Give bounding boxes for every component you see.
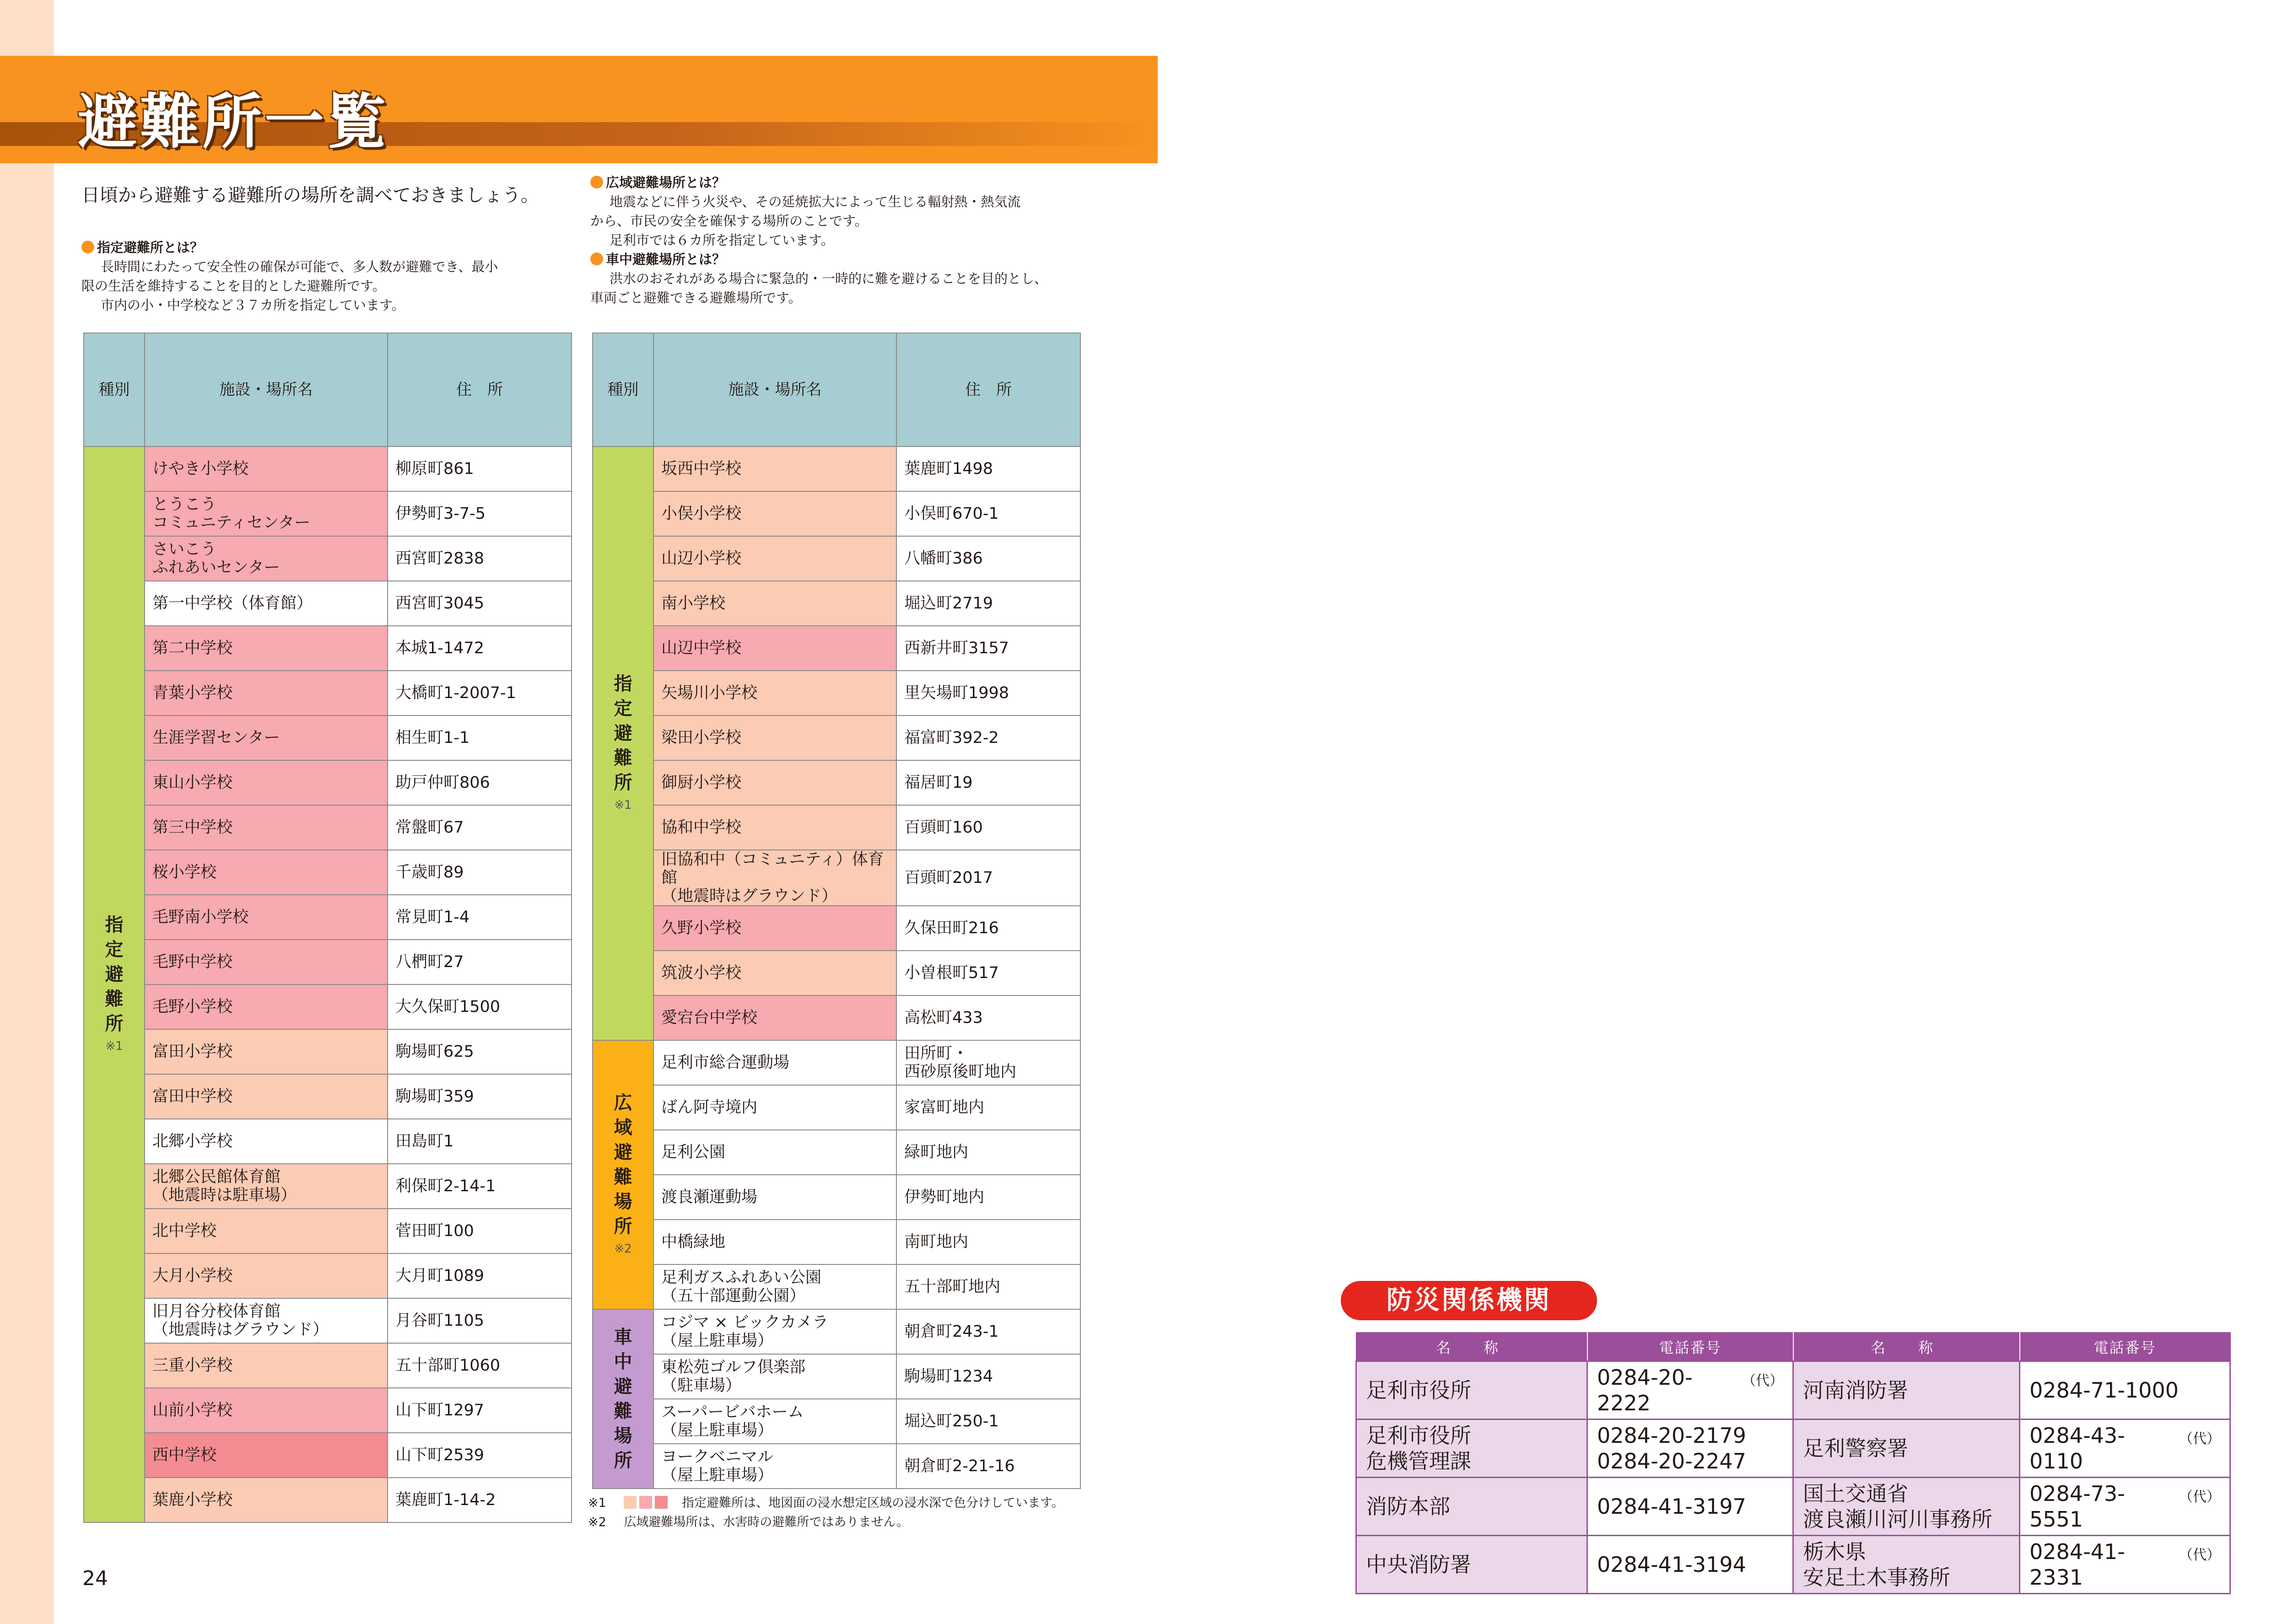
facility-address: 大月町1089 bbox=[388, 1253, 572, 1298]
lead-text: 日頃から避難する避難所の場所を調べておきましょう。 bbox=[81, 185, 539, 206]
right-shelter-table bbox=[592, 333, 1081, 1489]
facility-address: 八椚町27 bbox=[388, 940, 572, 984]
facility-address: 福居町19 bbox=[896, 760, 1080, 805]
agency-tel bbox=[2020, 1420, 2230, 1478]
facility-address: 葉鹿町1498 bbox=[896, 446, 1080, 491]
facility-address: 伊勢町3-7-5 bbox=[388, 491, 572, 536]
facility-address: 五十部町1060 bbox=[388, 1343, 572, 1388]
representative-mark: （代） bbox=[2179, 1489, 2220, 1505]
facility-address: 百頭町2017 bbox=[896, 850, 1080, 906]
table-row bbox=[84, 626, 572, 671]
table-header-row bbox=[593, 333, 1080, 446]
left-shelter-table bbox=[83, 333, 572, 1523]
facility-name: 北中学校 bbox=[145, 1209, 388, 1253]
table-row bbox=[84, 895, 572, 940]
agency-tel-text: 0284-73-5551 bbox=[2029, 1481, 2125, 1532]
facility-name: 久野小学校 bbox=[653, 906, 896, 951]
agency-row bbox=[1356, 1536, 2230, 1594]
facility-address: 百頭町160 bbox=[896, 805, 1080, 850]
table-row bbox=[84, 446, 572, 491]
facility-address: 西新井町3157 bbox=[896, 626, 1080, 671]
type-designated-left-label: 指定避難所 ※1 bbox=[103, 913, 125, 1056]
agency-name bbox=[1793, 1420, 2020, 1478]
facility-name: 桜小学校 bbox=[145, 850, 388, 895]
agency-tel-text: 0284-41-2331 bbox=[2029, 1539, 2125, 1590]
table-row bbox=[593, 1175, 1080, 1220]
facility-name: 足利公園 bbox=[653, 1130, 896, 1175]
facility-address: 葉鹿町1-14-2 bbox=[388, 1478, 572, 1522]
agency-name-text: 栃木県 安足土木事務所 bbox=[1803, 1539, 1950, 1590]
agency-name bbox=[1356, 1478, 1587, 1536]
table-row bbox=[84, 1074, 572, 1119]
type-designated-right-note: ※1 bbox=[614, 798, 632, 812]
agency-header-tel-1: 電話番号 bbox=[1587, 1333, 1793, 1361]
facility-name: 協和中学校 bbox=[653, 805, 896, 850]
table-row bbox=[593, 1040, 1080, 1085]
wide-area-definition: 広域避難場所とは？ 地震などに伴う火災や、その延焼拡大によって生じる輻射熱・熱気流 から、市民の安全を確保する場所のことです。 足利市では６カ所を指定しています。 車中避難場所とは？ 洪水のおそれがある場合に緊急的・一時的に難を避けることを目的とし、 車両ごと避難できる避難場所です。 bbox=[590, 175, 1048, 306]
header-type: 種別 bbox=[593, 333, 653, 446]
facility-address: 堀込町250-1 bbox=[896, 1399, 1080, 1444]
facility-name: 御厨小学校 bbox=[653, 760, 896, 805]
representative-mark: （代） bbox=[1742, 1373, 1783, 1389]
facility-name: 山辺中学校 bbox=[653, 626, 896, 671]
facility-address: 柳原町861 bbox=[388, 446, 572, 491]
type-wide-area-label: 広域避難場所 ※2 bbox=[612, 1091, 634, 1259]
table-row bbox=[593, 1085, 1080, 1130]
table-row bbox=[84, 1298, 572, 1343]
facility-address: 駒場町625 bbox=[388, 1029, 572, 1074]
table-row bbox=[84, 671, 572, 715]
facility-name: 富田小学校 bbox=[145, 1029, 388, 1074]
table-row bbox=[593, 1264, 1080, 1309]
facility-address: 里矢場町1998 bbox=[896, 671, 1080, 715]
facility-name: 青葉小学校 bbox=[145, 671, 388, 715]
legend-deep-swatch bbox=[655, 1496, 668, 1509]
facility-name: 梁田小学校 bbox=[653, 715, 896, 760]
type-designated-left-note: ※1 bbox=[105, 1039, 123, 1053]
table-row bbox=[593, 906, 1080, 951]
table-row bbox=[593, 760, 1080, 805]
agency-name-text: 足利市役所 bbox=[1366, 1378, 1471, 1403]
facility-name: 愛宕台中学校 bbox=[653, 995, 896, 1040]
facility-address: 相生町1-1 bbox=[388, 715, 572, 760]
facility-name: 生涯学習センター bbox=[145, 715, 388, 760]
facility-address: 駒場町1234 bbox=[896, 1354, 1080, 1399]
facility-name: 足利ガスふれあい公園 （五十部運動公園） bbox=[653, 1264, 896, 1309]
table-row bbox=[84, 1253, 572, 1298]
table-row bbox=[593, 951, 1080, 995]
facility-name: コジマ × ビックカメラ （屋上駐車場） bbox=[653, 1309, 896, 1354]
facility-name: 毛野南小学校 bbox=[145, 895, 388, 940]
facility-name: 葉鹿小学校 bbox=[145, 1478, 388, 1522]
facility-name: ヨークベニマル （屋上駐車場） bbox=[653, 1444, 896, 1489]
facility-address: 菅田町100 bbox=[388, 1209, 572, 1253]
type-designated-right bbox=[593, 446, 653, 1040]
header-address: 住 所 bbox=[896, 333, 1080, 446]
facility-address: 田島町1 bbox=[388, 1119, 572, 1164]
table-row bbox=[84, 715, 572, 760]
agency-tel bbox=[1587, 1420, 1793, 1478]
agency-tel-text: 0284-20-2179 0284-20-2247 bbox=[1597, 1423, 1746, 1473]
table-row bbox=[593, 626, 1080, 671]
table-row bbox=[593, 581, 1080, 626]
facility-name: 第二中学校 bbox=[145, 626, 388, 671]
table-row bbox=[593, 1309, 1080, 1354]
facility-name: 中橋緑地 bbox=[653, 1220, 896, 1264]
table-row bbox=[593, 536, 1080, 581]
table-row bbox=[84, 805, 572, 850]
agency-name bbox=[1356, 1420, 1587, 1478]
legend-salmon-swatch bbox=[624, 1496, 637, 1509]
facility-name: 東松苑ゴルフ倶楽部 （駐車場） bbox=[653, 1354, 896, 1399]
table-row bbox=[84, 1343, 572, 1388]
table-row bbox=[593, 491, 1080, 536]
facility-address: 月谷町1105 bbox=[388, 1298, 572, 1343]
agency-tel-text: 0284-71-1000 bbox=[2029, 1378, 2179, 1403]
legend-pink-swatch bbox=[639, 1496, 652, 1509]
facility-address: 利保町2-14-1 bbox=[388, 1164, 572, 1209]
agency-row bbox=[1356, 1478, 2230, 1536]
facility-name: 第三中学校 bbox=[145, 805, 388, 850]
table-row bbox=[84, 1029, 572, 1074]
facility-name: 筑波小学校 bbox=[653, 951, 896, 995]
facility-name: 小俣小学校 bbox=[653, 491, 896, 536]
facility-address: 千歳町89 bbox=[388, 850, 572, 895]
agency-tel bbox=[1587, 1478, 1793, 1536]
facility-name: 西中学校 bbox=[145, 1433, 388, 1478]
facility-address: 田所町・ 西砂原後町地内 bbox=[896, 1040, 1080, 1085]
table-row bbox=[84, 760, 572, 805]
facility-name: さいこう ふれあいセンター bbox=[145, 536, 388, 581]
agency-section-title: 防災関係機関 bbox=[1341, 1281, 1597, 1320]
facility-name: 南小学校 bbox=[653, 581, 896, 626]
facility-name: 大月小学校 bbox=[145, 1253, 388, 1298]
agency-row bbox=[1356, 1420, 2230, 1478]
agency-name bbox=[1793, 1361, 2020, 1420]
agency-name bbox=[1793, 1478, 2020, 1536]
facility-name: 渡良瀬運動場 bbox=[653, 1175, 896, 1220]
facility-name: 第一中学校（体育館） bbox=[145, 581, 388, 626]
facility-address: 南町地内 bbox=[896, 1220, 1080, 1264]
agency-name-text: 足利警察署 bbox=[1803, 1436, 1908, 1461]
facility-name: けやき小学校 bbox=[145, 446, 388, 491]
facility-name: 山辺小学校 bbox=[653, 536, 896, 581]
facility-name: 毛野小学校 bbox=[145, 984, 388, 1029]
table-row bbox=[84, 940, 572, 984]
facility-address: 伊勢町地内 bbox=[896, 1175, 1080, 1220]
page-margin-strip bbox=[0, 0, 54, 1624]
bullet-dot-icon bbox=[590, 253, 603, 265]
agency-header-row bbox=[1356, 1333, 2230, 1361]
facility-address: 駒場町359 bbox=[388, 1074, 572, 1119]
agency-tel-text: 0284-20-2222 bbox=[1597, 1365, 1693, 1415]
table-row bbox=[593, 995, 1080, 1040]
agency-header-tel-2: 電話番号 bbox=[2020, 1333, 2230, 1361]
facility-address: 八幡町386 bbox=[896, 536, 1080, 581]
facility-name: 東山小学校 bbox=[145, 760, 388, 805]
agency-name bbox=[1356, 1536, 1587, 1594]
table-row bbox=[593, 1130, 1080, 1175]
table-row bbox=[84, 1164, 572, 1209]
page-number: 24 bbox=[82, 1567, 108, 1590]
facility-address: 家富町地内 bbox=[896, 1085, 1080, 1130]
table-row bbox=[84, 1433, 572, 1478]
facility-address: 小曽根町517 bbox=[896, 951, 1080, 995]
agency-name-text: 足利市役所 危機管理課 bbox=[1366, 1423, 1471, 1473]
table-row bbox=[84, 850, 572, 895]
agency-tel bbox=[2020, 1361, 2230, 1420]
facility-address: 常見町1-4 bbox=[388, 895, 572, 940]
type-designated-left bbox=[84, 446, 145, 1522]
header-facility: 施設・場所名 bbox=[145, 333, 388, 446]
facility-address: 常盤町67 bbox=[388, 805, 572, 850]
table-row bbox=[593, 1399, 1080, 1444]
facility-name: 富田中学校 bbox=[145, 1074, 388, 1119]
agency-tel-text: 0284-43-0110 bbox=[2029, 1423, 2125, 1473]
type-vehicle bbox=[593, 1309, 653, 1489]
agency-name-text: 中央消防署 bbox=[1366, 1552, 1471, 1577]
table-row bbox=[84, 1478, 572, 1522]
facility-address: 山下町1297 bbox=[388, 1388, 572, 1433]
type-wide-area bbox=[593, 1040, 653, 1309]
table-row bbox=[84, 1119, 572, 1164]
agency-header-name-1: 名 称 bbox=[1356, 1333, 1587, 1361]
table-row bbox=[593, 715, 1080, 760]
facility-name: ばん阿寺境内 bbox=[653, 1085, 896, 1130]
table-row bbox=[593, 671, 1080, 715]
facility-address: 五十部町地内 bbox=[896, 1264, 1080, 1309]
bullet-dot-icon bbox=[81, 241, 94, 253]
agency-name-text: 消防本部 bbox=[1366, 1494, 1450, 1519]
designated-definition: 指定避難所とは？ 長時間にわたって安全性の確保が可能で、多人数が避難でき、最小 限の生活を維持することを目的とした避難所です。 市内の小・中学校など３７カ所を指定しています。 bbox=[81, 240, 498, 313]
facility-name: スーパービバホーム （屋上駐車場） bbox=[653, 1399, 896, 1444]
facility-address: 朝倉町243-1 bbox=[896, 1309, 1080, 1354]
agency-header-name-2: 名 称 bbox=[1793, 1333, 2020, 1361]
agency-tel bbox=[2020, 1536, 2230, 1594]
table-row bbox=[84, 1209, 572, 1253]
table-row bbox=[84, 536, 572, 581]
table-row bbox=[84, 581, 572, 626]
table-notes: ※1 指定避難所は、地図面の浸水想定区域の浸水深で色分けしています。 ※2 広域避難場所は、水害時の避難所ではありません。 bbox=[588, 1496, 1064, 1529]
facility-address: 小俣町670-1 bbox=[896, 491, 1080, 536]
table-row bbox=[593, 1220, 1080, 1264]
representative-mark: （代） bbox=[2179, 1547, 2220, 1563]
facility-name: 北郷公民館体育館 （地震時は駐車場） bbox=[145, 1164, 388, 1209]
facility-address: 福富町392-2 bbox=[896, 715, 1080, 760]
facility-name: とうこう コミュニティセンター bbox=[145, 491, 388, 536]
facility-name: 旧協和中（コミュニティ）体育館 （地震時はグラウンド） bbox=[653, 850, 896, 906]
facility-name: 足利市総合運動場 bbox=[653, 1040, 896, 1085]
facility-address: 西宮町3045 bbox=[388, 581, 572, 626]
type-wide-area-note: ※2 bbox=[614, 1242, 632, 1256]
agency-name-text: 河南消防署 bbox=[1803, 1378, 1908, 1403]
agency-name-text: 国土交通省 渡良瀬川河川事務所 bbox=[1803, 1481, 1992, 1532]
agency-tel-text: 0284-41-3194 bbox=[1597, 1552, 1746, 1577]
agency-name bbox=[1356, 1361, 1587, 1420]
facility-address: 緑町地内 bbox=[896, 1130, 1080, 1175]
page-title: 避難所一覧 bbox=[78, 87, 389, 156]
agency-row bbox=[1356, 1361, 2230, 1420]
agency-tel bbox=[2020, 1478, 2230, 1536]
table-row bbox=[84, 984, 572, 1029]
facility-address: 大橋町1-2007-1 bbox=[388, 671, 572, 715]
type-vehicle-label: 車中避難場所 bbox=[614, 1327, 632, 1471]
table-row bbox=[593, 850, 1080, 906]
facility-address: 西宮町2838 bbox=[388, 536, 572, 581]
facility-name: 毛野中学校 bbox=[145, 940, 388, 984]
representative-mark: （代） bbox=[2179, 1431, 2220, 1447]
table-row bbox=[84, 491, 572, 536]
facility-address: 山下町2539 bbox=[388, 1433, 572, 1478]
facility-address: 堀込町2719 bbox=[896, 581, 1080, 626]
facility-name: 坂西中学校 bbox=[653, 446, 896, 491]
facility-name: 三重小学校 bbox=[145, 1343, 388, 1388]
facility-address: 朝倉町2-21-16 bbox=[896, 1444, 1080, 1489]
header-address: 住 所 bbox=[388, 333, 572, 446]
header-type: 種別 bbox=[84, 333, 145, 446]
table-row bbox=[84, 1388, 572, 1433]
facility-name: 旧月谷分校体育館 （地震時はグラウンド） bbox=[145, 1298, 388, 1343]
facility-name: 山前小学校 bbox=[145, 1388, 388, 1433]
title-band bbox=[0, 56, 1158, 163]
agency-tel-text: 0284-41-3197 bbox=[1597, 1494, 1746, 1519]
table-row bbox=[593, 1444, 1080, 1489]
facility-address: 久保田町216 bbox=[896, 906, 1080, 951]
facility-name: 北郷小学校 bbox=[145, 1119, 388, 1164]
bullet-dot-icon bbox=[590, 176, 603, 188]
table-row bbox=[593, 446, 1080, 491]
facility-address: 助戸仲町806 bbox=[388, 760, 572, 805]
table-row bbox=[593, 1354, 1080, 1399]
header-facility: 施設・場所名 bbox=[653, 333, 896, 446]
agency-table bbox=[1355, 1332, 2231, 1594]
type-designated-right-label: 指定避難所 ※1 bbox=[612, 672, 634, 815]
table-row bbox=[593, 805, 1080, 850]
agency-tel bbox=[1587, 1361, 1793, 1420]
agency-name bbox=[1793, 1536, 2020, 1594]
facility-address: 高松町433 bbox=[896, 995, 1080, 1040]
facility-name: 矢場川小学校 bbox=[653, 671, 896, 715]
table-header-row bbox=[84, 333, 572, 446]
facility-address: 本城1-1472 bbox=[388, 626, 572, 671]
facility-address: 大久保町1500 bbox=[388, 984, 572, 1029]
agency-tel bbox=[1587, 1536, 1793, 1594]
